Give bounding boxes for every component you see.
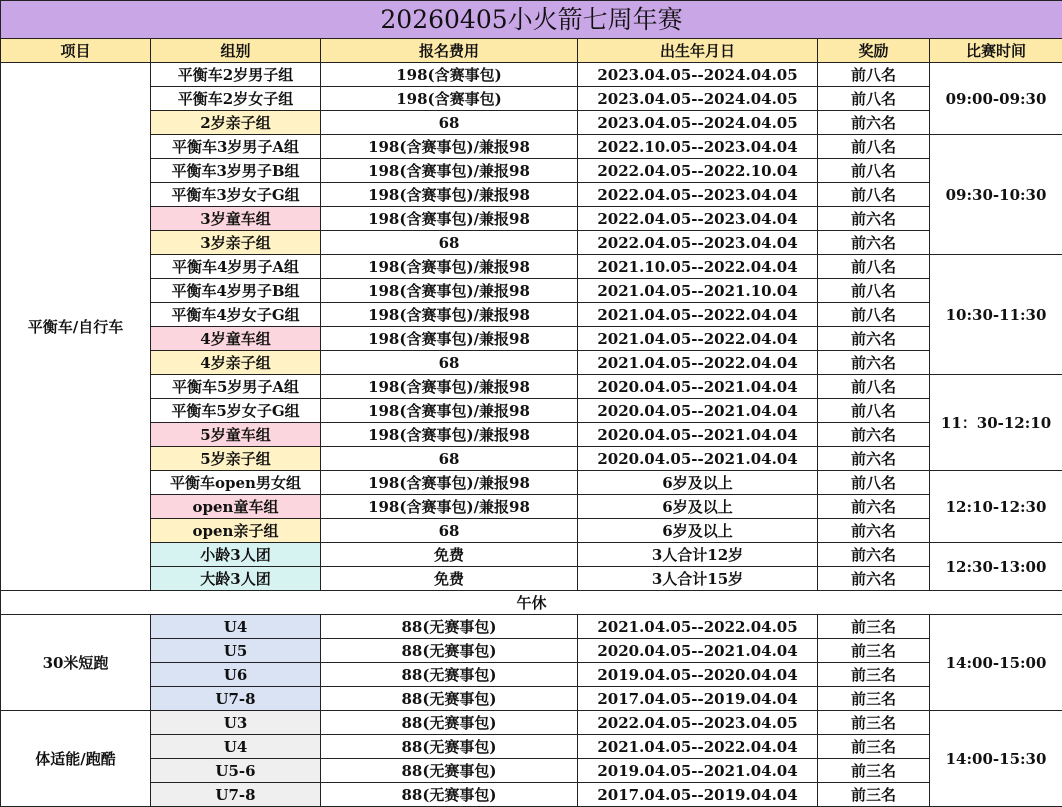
- birth-date-cell: 2022.04.05--2022.10.04: [578, 159, 818, 183]
- group-cell: 平衡车2岁女子组: [151, 87, 321, 111]
- award-cell: 前六名: [818, 423, 930, 447]
- group-cell: 4岁亲子组: [151, 351, 321, 375]
- group-cell: 5岁亲子组: [151, 447, 321, 471]
- group-cell: U5: [151, 639, 321, 663]
- group-cell: 平衡车4岁女子G组: [151, 303, 321, 327]
- lunch-break-cell: 午休: [1, 591, 1062, 615]
- award-cell: 前六名: [818, 111, 930, 135]
- table-row: [1, 495, 1062, 519]
- match-time-cell: 12:30-13:00: [930, 543, 1062, 591]
- award-cell: 前六名: [818, 447, 930, 471]
- fee-cell: 198(含赛事包): [321, 87, 578, 111]
- birth-date-cell: 2020.04.05--2021.04.04: [578, 423, 818, 447]
- table-row: [1, 399, 1062, 423]
- table-row: [1, 447, 1062, 471]
- birth-date-cell: 2022.04.05--2023.04.04: [578, 231, 818, 255]
- birth-date-cell: 2021.04.05--2022.04.05: [578, 615, 818, 639]
- group-cell: U6: [151, 663, 321, 687]
- match-time-cell: 09:00-09:30: [930, 63, 1062, 135]
- fee-cell: 68: [321, 111, 578, 135]
- group-cell: 大龄3人团: [151, 567, 321, 591]
- page-title: 20260405小火箭七周年赛: [1, 1, 1062, 39]
- fee-cell: 198(含赛事包)/兼报98: [321, 495, 578, 519]
- table-row: [1, 615, 1062, 639]
- award-cell: 前六名: [818, 231, 930, 255]
- table-row: [1, 735, 1062, 759]
- award-cell: 前八名: [818, 471, 930, 495]
- group-cell: U4: [151, 735, 321, 759]
- table-row: [1, 63, 1062, 87]
- group-cell: 平衡车3岁男子A组: [151, 135, 321, 159]
- fee-cell: 88(无赛事包): [321, 735, 578, 759]
- award-cell: 前六名: [818, 327, 930, 351]
- match-time-cell: 10:30-11:30: [930, 255, 1062, 375]
- group-cell: 5岁童车组: [151, 423, 321, 447]
- group-cell: U7-8: [151, 783, 321, 807]
- award-cell: 前六名: [818, 567, 930, 591]
- birth-date-cell: 2021.04.05--2021.10.04: [578, 279, 818, 303]
- group-cell: 平衡车open男女组: [151, 471, 321, 495]
- header-group: 组别: [151, 39, 321, 63]
- award-cell: 前六名: [818, 495, 930, 519]
- table-row: [1, 639, 1062, 663]
- table-row: [1, 135, 1062, 159]
- fee-cell: 68: [321, 231, 578, 255]
- table-row: [1, 543, 1062, 567]
- fee-cell: 68: [321, 351, 578, 375]
- award-cell: 前三名: [818, 711, 930, 735]
- group-cell: open亲子组: [151, 519, 321, 543]
- match-time-cell: 11：30-12:10: [930, 375, 1062, 471]
- table-row: [1, 327, 1062, 351]
- fee-cell: 198(含赛事包)/兼报98: [321, 255, 578, 279]
- group-cell: U5-6: [151, 759, 321, 783]
- table-row: [1, 231, 1062, 255]
- fee-cell: 198(含赛事包)/兼报98: [321, 471, 578, 495]
- fee-cell: 198(含赛事包)/兼报98: [321, 375, 578, 399]
- fee-cell: 198(含赛事包)/兼报98: [321, 159, 578, 183]
- birth-date-cell: 2023.04.05--2024.04.05: [578, 87, 818, 111]
- fee-cell: 198(含赛事包)/兼报98: [321, 183, 578, 207]
- birth-date-cell: 2020.04.05--2021.04.04: [578, 399, 818, 423]
- award-cell: 前三名: [818, 783, 930, 807]
- table-row: [1, 711, 1062, 735]
- birth-date-cell: 3人合计15岁: [578, 567, 818, 591]
- lunch-row: [1, 591, 1062, 615]
- award-cell: 前八名: [818, 399, 930, 423]
- group-cell: 4岁童车组: [151, 327, 321, 351]
- birth-date-cell: 2022.04.05--2023.04.05: [578, 711, 818, 735]
- award-cell: 前三名: [818, 663, 930, 687]
- group-cell: 平衡车4岁男子A组: [151, 255, 321, 279]
- match-time-cell: 09:30-10:30: [930, 135, 1062, 255]
- birth-date-cell: 2021.04.05--2022.04.04: [578, 351, 818, 375]
- award-cell: 前三名: [818, 759, 930, 783]
- birth-date-cell: 6岁及以上: [578, 471, 818, 495]
- table-row: [1, 759, 1062, 783]
- header-award: 奖励: [818, 39, 930, 63]
- fee-cell: 88(无赛事包): [321, 759, 578, 783]
- group-cell: 平衡车2岁男子组: [151, 63, 321, 87]
- fee-cell: 198(含赛事包)/兼报98: [321, 303, 578, 327]
- award-cell: 前六名: [818, 207, 930, 231]
- birth-date-cell: 2020.04.05--2021.04.04: [578, 447, 818, 471]
- award-cell: 前三名: [818, 687, 930, 711]
- award-cell: 前三名: [818, 735, 930, 759]
- table-row: [1, 351, 1062, 375]
- fee-cell: 198(含赛事包): [321, 63, 578, 87]
- table-row: [1, 111, 1062, 135]
- group-cell: 平衡车4岁男子B组: [151, 279, 321, 303]
- header-match-time: 比赛时间: [930, 39, 1062, 63]
- fee-cell: 免费: [321, 567, 578, 591]
- group-cell: 小龄3人团: [151, 543, 321, 567]
- fee-cell: 88(无赛事包): [321, 711, 578, 735]
- table-row: [1, 471, 1062, 495]
- award-cell: 前八名: [818, 159, 930, 183]
- fee-cell: 198(含赛事包)/兼报98: [321, 207, 578, 231]
- fee-cell: 198(含赛事包)/兼报98: [321, 399, 578, 423]
- project-cell: 平衡车/自行车: [1, 63, 151, 591]
- group-cell: 2岁亲子组: [151, 111, 321, 135]
- header-fee: 报名费用: [321, 39, 578, 63]
- award-cell: 前八名: [818, 183, 930, 207]
- group-cell: 平衡车5岁女子G组: [151, 399, 321, 423]
- birth-date-cell: 2021.10.05--2022.04.04: [578, 255, 818, 279]
- group-cell: U7-8: [151, 687, 321, 711]
- group-cell: 3岁童车组: [151, 207, 321, 231]
- birth-date-cell: 2021.04.05--2022.04.04: [578, 303, 818, 327]
- match-time-cell: 12:10-12:30: [930, 471, 1062, 543]
- table-row: [1, 375, 1062, 399]
- group-cell: 平衡车3岁女子G组: [151, 183, 321, 207]
- birth-date-cell: 2022.04.05--2023.04.04: [578, 207, 818, 231]
- group-cell: open童车组: [151, 495, 321, 519]
- table-row: [1, 663, 1062, 687]
- table-row: [1, 567, 1062, 591]
- birth-date-cell: 2021.04.05--2022.04.04: [578, 735, 818, 759]
- group-cell: 平衡车3岁男子B组: [151, 159, 321, 183]
- birth-date-cell: 2023.04.05--2024.04.05: [578, 111, 818, 135]
- match-time-cell: 14:00-15:00: [930, 615, 1062, 711]
- birth-date-cell: 3人合计12岁: [578, 543, 818, 567]
- table-row: [1, 159, 1062, 183]
- fee-cell: 88(无赛事包): [321, 615, 578, 639]
- award-cell: 前八名: [818, 135, 930, 159]
- birth-date-cell: 2021.04.05--2022.04.04: [578, 327, 818, 351]
- group-cell: 3岁亲子组: [151, 231, 321, 255]
- title-row: [1, 1, 1062, 39]
- birth-date-cell: 2017.04.05--2019.04.04: [578, 783, 818, 807]
- group-cell: U3: [151, 711, 321, 735]
- header-project: 项目: [1, 39, 151, 63]
- fee-cell: 198(含赛事包)/兼报98: [321, 423, 578, 447]
- birth-date-cell: 2020.04.05--2021.04.04: [578, 639, 818, 663]
- award-cell: 前三名: [818, 615, 930, 639]
- award-cell: 前六名: [818, 543, 930, 567]
- fee-cell: 198(含赛事包)/兼报98: [321, 135, 578, 159]
- table-row: [1, 207, 1062, 231]
- birth-date-cell: 2022.10.05--2023.04.04: [578, 135, 818, 159]
- match-time-cell: 14:00-15:30: [930, 711, 1062, 807]
- table-row: [1, 687, 1062, 711]
- birth-date-cell: 2023.04.05--2024.04.05: [578, 63, 818, 87]
- award-cell: 前八名: [818, 303, 930, 327]
- award-cell: 前六名: [818, 351, 930, 375]
- birth-date-cell: 2017.04.05--2019.04.04: [578, 687, 818, 711]
- header-row: [1, 39, 1062, 63]
- fee-cell: 88(无赛事包): [321, 663, 578, 687]
- birth-date-cell: 6岁及以上: [578, 495, 818, 519]
- award-cell: 前八名: [818, 279, 930, 303]
- fee-cell: 免费: [321, 543, 578, 567]
- birth-date-cell: 2022.04.05--2023.04.04: [578, 183, 818, 207]
- table-row: [1, 783, 1062, 807]
- table-row: [1, 183, 1062, 207]
- table-row: [1, 519, 1062, 543]
- table-row: [1, 279, 1062, 303]
- fee-cell: 88(无赛事包): [321, 687, 578, 711]
- fee-cell: 198(含赛事包)/兼报98: [321, 279, 578, 303]
- birth-date-cell: 2019.04.05--2020.04.04: [578, 663, 818, 687]
- award-cell: 前八名: [818, 375, 930, 399]
- group-cell: 平衡车5岁男子A组: [151, 375, 321, 399]
- award-cell: 前八名: [818, 63, 930, 87]
- award-cell: 前八名: [818, 87, 930, 111]
- fee-cell: 68: [321, 447, 578, 471]
- award-cell: 前三名: [818, 639, 930, 663]
- birth-date-cell: 6岁及以上: [578, 519, 818, 543]
- group-cell: U4: [151, 615, 321, 639]
- award-cell: 前六名: [818, 519, 930, 543]
- fee-cell: 88(无赛事包): [321, 639, 578, 663]
- table-row: [1, 255, 1062, 279]
- table-row: [1, 87, 1062, 111]
- fee-cell: 198(含赛事包)/兼报98: [321, 327, 578, 351]
- birth-date-cell: 2020.04.05--2021.04.04: [578, 375, 818, 399]
- award-cell: 前八名: [818, 255, 930, 279]
- table-row: [1, 423, 1062, 447]
- header-birth-date: 出生年月日: [578, 39, 818, 63]
- project-cell: 体适能/跑酷: [1, 711, 151, 807]
- table-row: [1, 303, 1062, 327]
- fee-cell: 68: [321, 519, 578, 543]
- project-cell: 30米短跑: [1, 615, 151, 711]
- fee-cell: 88(无赛事包): [321, 783, 578, 807]
- birth-date-cell: 2019.04.05--2021.04.04: [578, 759, 818, 783]
